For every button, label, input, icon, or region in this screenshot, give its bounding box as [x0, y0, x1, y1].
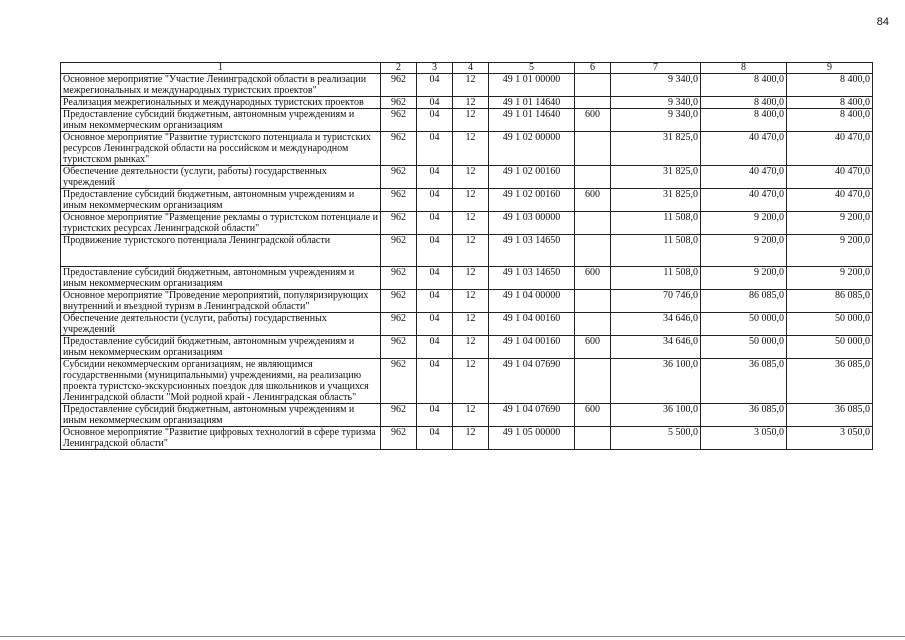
amount-year2-cell: 9 200,0 [701, 212, 787, 235]
ministry-code-cell: 962 [381, 166, 417, 189]
amount-year2-cell: 40 470,0 [701, 166, 787, 189]
subsection-code-cell: 12 [453, 427, 489, 450]
expense-type-cell [575, 132, 611, 166]
expense-type-cell [575, 313, 611, 336]
section-code-cell: 04 [417, 166, 453, 189]
amount-year1-cell: 5 500,0 [611, 427, 701, 450]
row-name-cell: Предоставление субсидий бюджетным, автономным учреждениям и иным некоммерческим организациям [61, 267, 381, 290]
amount-year2-cell: 36 085,0 [701, 359, 787, 404]
subsection-code-cell: 12 [453, 132, 489, 166]
column-header: 8 [701, 63, 787, 74]
amount-year1-cell: 31 825,0 [611, 132, 701, 166]
amount-year1-cell: 9 340,0 [611, 109, 701, 132]
column-header: 9 [787, 63, 873, 74]
subsection-code-cell: 12 [453, 212, 489, 235]
column-header: 6 [575, 63, 611, 74]
row-name-cell: Основное мероприятие "Развитие цифровых технологий в сфере туризма Ленинградской области" [61, 427, 381, 450]
row-name-cell: Предоставление субсидий бюджетным, автономным учреждениям и иным некоммерческим организациям [61, 404, 381, 427]
amount-year1-cell: 11 508,0 [611, 267, 701, 290]
scan-edge-line [0, 636, 905, 637]
target-article-cell: 49 1 04 00000 [489, 290, 575, 313]
expense-type-cell [575, 235, 611, 267]
amount-year2-cell: 8 400,0 [701, 74, 787, 97]
ministry-code-cell: 962 [381, 74, 417, 97]
subsection-code-cell: 12 [453, 313, 489, 336]
section-code-cell: 04 [417, 267, 453, 290]
row-name-cell: Основное мероприятие "Развитие туристского потенциала и туристских ресурсов Ленинградской области на российском и международном туристском рынках" [61, 132, 381, 166]
amount-year2-cell: 8 400,0 [701, 109, 787, 132]
target-article-cell: 49 1 04 07690 [489, 359, 575, 404]
ministry-code-cell: 962 [381, 359, 417, 404]
amount-year3-cell: 50 000,0 [787, 336, 873, 359]
table-body [61, 74, 873, 450]
row-name-cell: Предоставление субсидий бюджетным, автономным учреждениям и иным некоммерческим организациям [61, 109, 381, 132]
subsection-code-cell: 12 [453, 109, 489, 132]
section-code-cell: 04 [417, 74, 453, 97]
amount-year3-cell: 36 085,0 [787, 359, 873, 404]
row-name-cell: Основное мероприятие "Проведение мероприятий, популяризирующих внутренний и въездной туризм в Ленинградской области" [61, 290, 381, 313]
amount-year3-cell: 40 470,0 [787, 132, 873, 166]
subsection-code-cell: 12 [453, 336, 489, 359]
amount-year2-cell: 50 000,0 [701, 313, 787, 336]
amount-year2-cell: 3 050,0 [701, 427, 787, 450]
expense-type-cell: 600 [575, 189, 611, 212]
row-name-cell: Обеспечение деятельности (услуги, работы) государственных учреждений [61, 166, 381, 189]
section-code-cell: 04 [417, 97, 453, 109]
table-row [61, 132, 873, 166]
section-code-cell: 04 [417, 404, 453, 427]
target-article-cell: 49 1 04 00160 [489, 336, 575, 359]
table-row [61, 313, 873, 336]
table-row [61, 166, 873, 189]
column-header: 3 [417, 63, 453, 74]
ministry-code-cell: 962 [381, 267, 417, 290]
subsection-code-cell: 12 [453, 166, 489, 189]
table-row [61, 235, 873, 267]
section-code-cell: 04 [417, 212, 453, 235]
amount-year3-cell: 40 470,0 [787, 189, 873, 212]
target-article-cell: 49 1 02 00000 [489, 132, 575, 166]
section-code-cell: 04 [417, 235, 453, 267]
target-article-cell: 49 1 05 00000 [489, 427, 575, 450]
amount-year2-cell: 40 470,0 [701, 132, 787, 166]
subsection-code-cell: 12 [453, 97, 489, 109]
expense-type-cell: 600 [575, 109, 611, 132]
target-article-cell: 49 1 04 00160 [489, 313, 575, 336]
row-name-cell: Субсидии некоммерческим организациям, не являющимся государственными (муниципальными) учреждениями, на реализацию проекта туристско-экскурсионных поездок для школьников и учащихся Ленинградской области "Мой родной край - Ленинградская область" [61, 359, 381, 404]
amount-year1-cell: 34 646,0 [611, 313, 701, 336]
ministry-code-cell: 962 [381, 212, 417, 235]
ministry-code-cell: 962 [381, 97, 417, 109]
amount-year1-cell: 36 100,0 [611, 404, 701, 427]
section-code-cell: 04 [417, 189, 453, 212]
table-row [61, 427, 873, 450]
column-header: 2 [381, 63, 417, 74]
column-header: 4 [453, 63, 489, 74]
amount-year3-cell: 9 200,0 [787, 235, 873, 267]
expense-type-cell [575, 212, 611, 235]
table-row [61, 97, 873, 109]
column-header: 5 [489, 63, 575, 74]
row-name-cell: Основное мероприятие "Участие Ленинградской области в реализации межрегиональных и международных туристских проектов" [61, 74, 381, 97]
ministry-code-cell: 962 [381, 290, 417, 313]
ministry-code-cell: 962 [381, 235, 417, 267]
ministry-code-cell: 962 [381, 336, 417, 359]
budget-table [60, 62, 873, 450]
section-code-cell: 04 [417, 132, 453, 166]
table-row [61, 359, 873, 404]
amount-year3-cell: 36 085,0 [787, 404, 873, 427]
section-code-cell: 04 [417, 336, 453, 359]
subsection-code-cell: 12 [453, 74, 489, 97]
amount-year3-cell: 8 400,0 [787, 109, 873, 132]
amount-year1-cell: 11 508,0 [611, 235, 701, 267]
row-name-cell: Предоставление субсидий бюджетным, автономным учреждениям и иным некоммерческим организациям [61, 189, 381, 212]
ministry-code-cell: 962 [381, 427, 417, 450]
amount-year2-cell: 40 470,0 [701, 189, 787, 212]
amount-year3-cell: 50 000,0 [787, 313, 873, 336]
amount-year1-cell: 31 825,0 [611, 189, 701, 212]
target-article-cell: 49 1 03 14650 [489, 235, 575, 267]
table-row [61, 189, 873, 212]
amount-year3-cell: 86 085,0 [787, 290, 873, 313]
column-header: 7 [611, 63, 701, 74]
section-code-cell: 04 [417, 359, 453, 404]
ministry-code-cell: 962 [381, 313, 417, 336]
amount-year3-cell: 3 050,0 [787, 427, 873, 450]
expense-type-cell: 600 [575, 336, 611, 359]
target-article-cell: 49 1 02 00160 [489, 166, 575, 189]
ministry-code-cell: 962 [381, 109, 417, 132]
table-row [61, 290, 873, 313]
amount-year2-cell: 36 085,0 [701, 404, 787, 427]
section-code-cell: 04 [417, 290, 453, 313]
target-article-cell: 49 1 02 00160 [489, 189, 575, 212]
table-row [61, 212, 873, 235]
amount-year2-cell: 9 200,0 [701, 267, 787, 290]
target-article-cell: 49 1 01 00000 [489, 74, 575, 97]
row-name-cell: Основное мероприятие "Размещение рекламы о туристском потенциале и туристских ресурсах Ленинградской области" [61, 212, 381, 235]
section-code-cell: 04 [417, 313, 453, 336]
table-row [61, 404, 873, 427]
amount-year2-cell: 9 200,0 [701, 235, 787, 267]
amount-year2-cell: 50 000,0 [701, 336, 787, 359]
table-row [61, 267, 873, 290]
amount-year2-cell: 86 085,0 [701, 290, 787, 313]
amount-year1-cell: 34 646,0 [611, 336, 701, 359]
target-article-cell: 49 1 03 00000 [489, 212, 575, 235]
table-header-row [61, 63, 873, 74]
target-article-cell: 49 1 04 07690 [489, 404, 575, 427]
amount-year1-cell: 70 746,0 [611, 290, 701, 313]
row-name-cell: Продвижение туристского потенциала Ленинградской области [61, 235, 381, 267]
section-code-cell: 04 [417, 109, 453, 132]
expense-type-cell [575, 97, 611, 109]
subsection-code-cell: 12 [453, 404, 489, 427]
amount-year3-cell: 8 400,0 [787, 97, 873, 109]
amount-year3-cell: 9 200,0 [787, 212, 873, 235]
amount-year3-cell: 8 400,0 [787, 74, 873, 97]
amount-year2-cell: 8 400,0 [701, 97, 787, 109]
expense-type-cell [575, 427, 611, 450]
ministry-code-cell: 962 [381, 132, 417, 166]
table-row [61, 74, 873, 97]
expense-type-cell [575, 166, 611, 189]
amount-year1-cell: 11 508,0 [611, 212, 701, 235]
amount-year1-cell: 9 340,0 [611, 97, 701, 109]
amount-year3-cell: 9 200,0 [787, 267, 873, 290]
row-name-cell: Обеспечение деятельности (услуги, работы) государственных учреждений [61, 313, 381, 336]
expense-type-cell [575, 359, 611, 404]
table-row [61, 109, 873, 132]
subsection-code-cell: 12 [453, 235, 489, 267]
target-article-cell: 49 1 03 14650 [489, 267, 575, 290]
subsection-code-cell: 12 [453, 189, 489, 212]
target-article-cell: 49 1 01 14640 [489, 97, 575, 109]
subsection-code-cell: 12 [453, 267, 489, 290]
subsection-code-cell: 12 [453, 290, 489, 313]
row-name-cell: Реализация межрегиональных и международных туристских проектов [61, 97, 381, 109]
expense-type-cell: 600 [575, 404, 611, 427]
expense-type-cell: 600 [575, 267, 611, 290]
ministry-code-cell: 962 [381, 189, 417, 212]
amount-year1-cell: 36 100,0 [611, 359, 701, 404]
page-number: 84 [876, 16, 889, 28]
amount-year1-cell: 9 340,0 [611, 74, 701, 97]
row-name-cell: Предоставление субсидий бюджетным, автономным учреждениям и иным некоммерческим организациям [61, 336, 381, 359]
section-code-cell: 04 [417, 427, 453, 450]
amount-year3-cell: 40 470,0 [787, 166, 873, 189]
table-row [61, 336, 873, 359]
ministry-code-cell: 962 [381, 404, 417, 427]
amount-year1-cell: 31 825,0 [611, 166, 701, 189]
expense-type-cell [575, 74, 611, 97]
subsection-code-cell: 12 [453, 359, 489, 404]
target-article-cell: 49 1 01 14640 [489, 109, 575, 132]
column-header: 1 [61, 63, 381, 74]
expense-type-cell [575, 290, 611, 313]
